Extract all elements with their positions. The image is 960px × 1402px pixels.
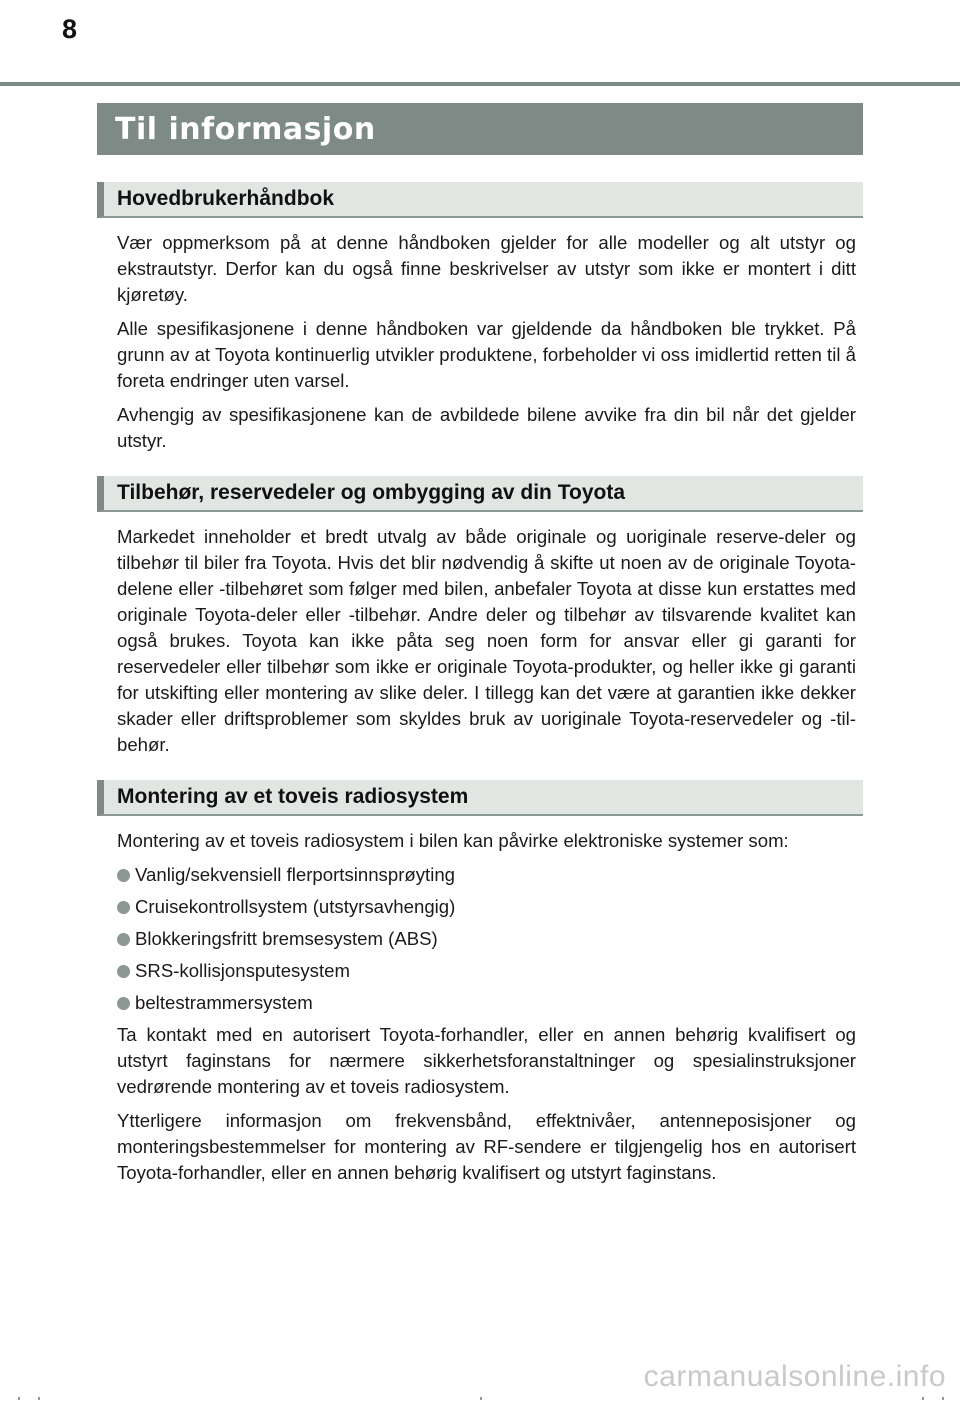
section-heading-tilbehor (97, 476, 863, 512)
list-item (117, 958, 856, 984)
list-item-text: SRS-kollisjonsputesystem (135, 960, 350, 981)
watermark: carmanualsonline.info (643, 1360, 946, 1393)
list-item-text: Blokkeringsfritt bremsesystem (ABS) (135, 928, 438, 949)
section-heading-text: Tilbehør, reservedeler og ombygging av din Toyota (117, 481, 625, 504)
section-heading-hovedbrukerhandbok (97, 182, 863, 218)
crop-mark (922, 1397, 924, 1400)
list-item-text: beltestrammersystem (135, 992, 313, 1013)
bullet-dot-icon (117, 965, 130, 978)
paragraph: Ytterligere informasjon om frekvensbånd, effektnivåer, antenneposisjoner og monteringsbestemmelser for montering av RF-sendere er tilgjengelig hos en autorisert Toyota-forhandler, eller en annen behørig kvalifisert og utstyrt faginstans. (117, 1110, 856, 1183)
list-item (117, 894, 856, 920)
list-item-text: Cruisekontrollsystem (utstyrsavhengig) (135, 896, 456, 917)
crop-mark (38, 1397, 40, 1400)
crop-marks (0, 1396, 960, 1402)
paragraph: Vær oppmerksom på at denne håndboken gjelder for alle modeller og alt utstyr og ekstrautstyr. Derfor kan du også finne beskrivelser av utstyr som ikke er montert i ditt kjøretøy. (117, 232, 856, 305)
section-body-hovedbrukerhandbok (97, 230, 863, 454)
bullet-dot-icon (117, 933, 130, 946)
section-body-tilbehor (97, 524, 863, 758)
paragraph: Avhengig av spesifikasjonene kan de avbildede bilene avvike fra din bil når det gjelder utstyr. (117, 404, 856, 451)
section-body-radiosystem (97, 828, 863, 1186)
list-item (117, 990, 856, 1016)
list-item (117, 862, 856, 888)
page-content (97, 182, 863, 1194)
bullet-dot-icon (117, 869, 130, 882)
bullet-dot-icon (117, 901, 130, 914)
list-item (117, 926, 856, 952)
chapter-title-bar (97, 103, 863, 155)
crop-mark (480, 1397, 482, 1400)
header-rule (0, 82, 960, 86)
crop-mark (942, 1397, 944, 1400)
paragraph: Alle spesifikasjonene i denne håndboken var gjeldende da håndboken ble trykket. På grunn av at Toyota kontinuerlig utvikler produktene, forbeholder vi oss imidlertid retten til å foreta endringer uten varsel. (117, 318, 856, 391)
page-number: 8 (62, 14, 78, 44)
section-heading-text: Hovedbrukerhåndbok (117, 187, 335, 210)
paragraph: Markedet inneholder et bredt utvalg av både originale og uoriginale reserve-deler og tilbehør til biler fra Toyota. Hvis det blir nødvendig å skifte ut noen av de originale Toyota-delene eller -tilbehøret som følger med bilen, anbefaler Toyota at disse kun erstattes med originale Toyota-deler eller -tilbehør. Andre deler og tilbehør av tilsvarende kvalitet kan også brukes. Toyota kan ikke påta seg noen form for ansvar eller gi garanti for reservedeler eller tilbehør som ikke er originale Toyota-produkter, og heller ikke gi garanti for utskifting eller montering av slike deler. I tillegg kan det være at garantien ikke dekker skader eller driftsproblemer som skyldes bruk av uoriginale Toyota-reservedeler og -til-behør. (117, 526, 856, 755)
section-heading-text: Montering av et toveis radiosystem (117, 785, 469, 808)
list-item-text: Vanlig/sekvensiell flerportsinnsprøyting (135, 864, 456, 885)
paragraph: Montering av et toveis radiosystem i bilen kan påvirke elektroniske systemer som: (117, 830, 789, 851)
paragraph: Ta kontakt med en autorisert Toyota-forhandler, eller en annen behørig kvalifisert og utstyrt faginstans for nærmere sikkerhetsforanstaltninger og spesialinstruksjoner vedrørende montering av et toveis radiosystem. (117, 1024, 856, 1097)
chapter-title: Til informasjon (115, 111, 376, 147)
bullet-dot-icon (117, 997, 130, 1010)
section-heading-radiosystem (97, 780, 863, 816)
crop-mark (18, 1397, 20, 1400)
